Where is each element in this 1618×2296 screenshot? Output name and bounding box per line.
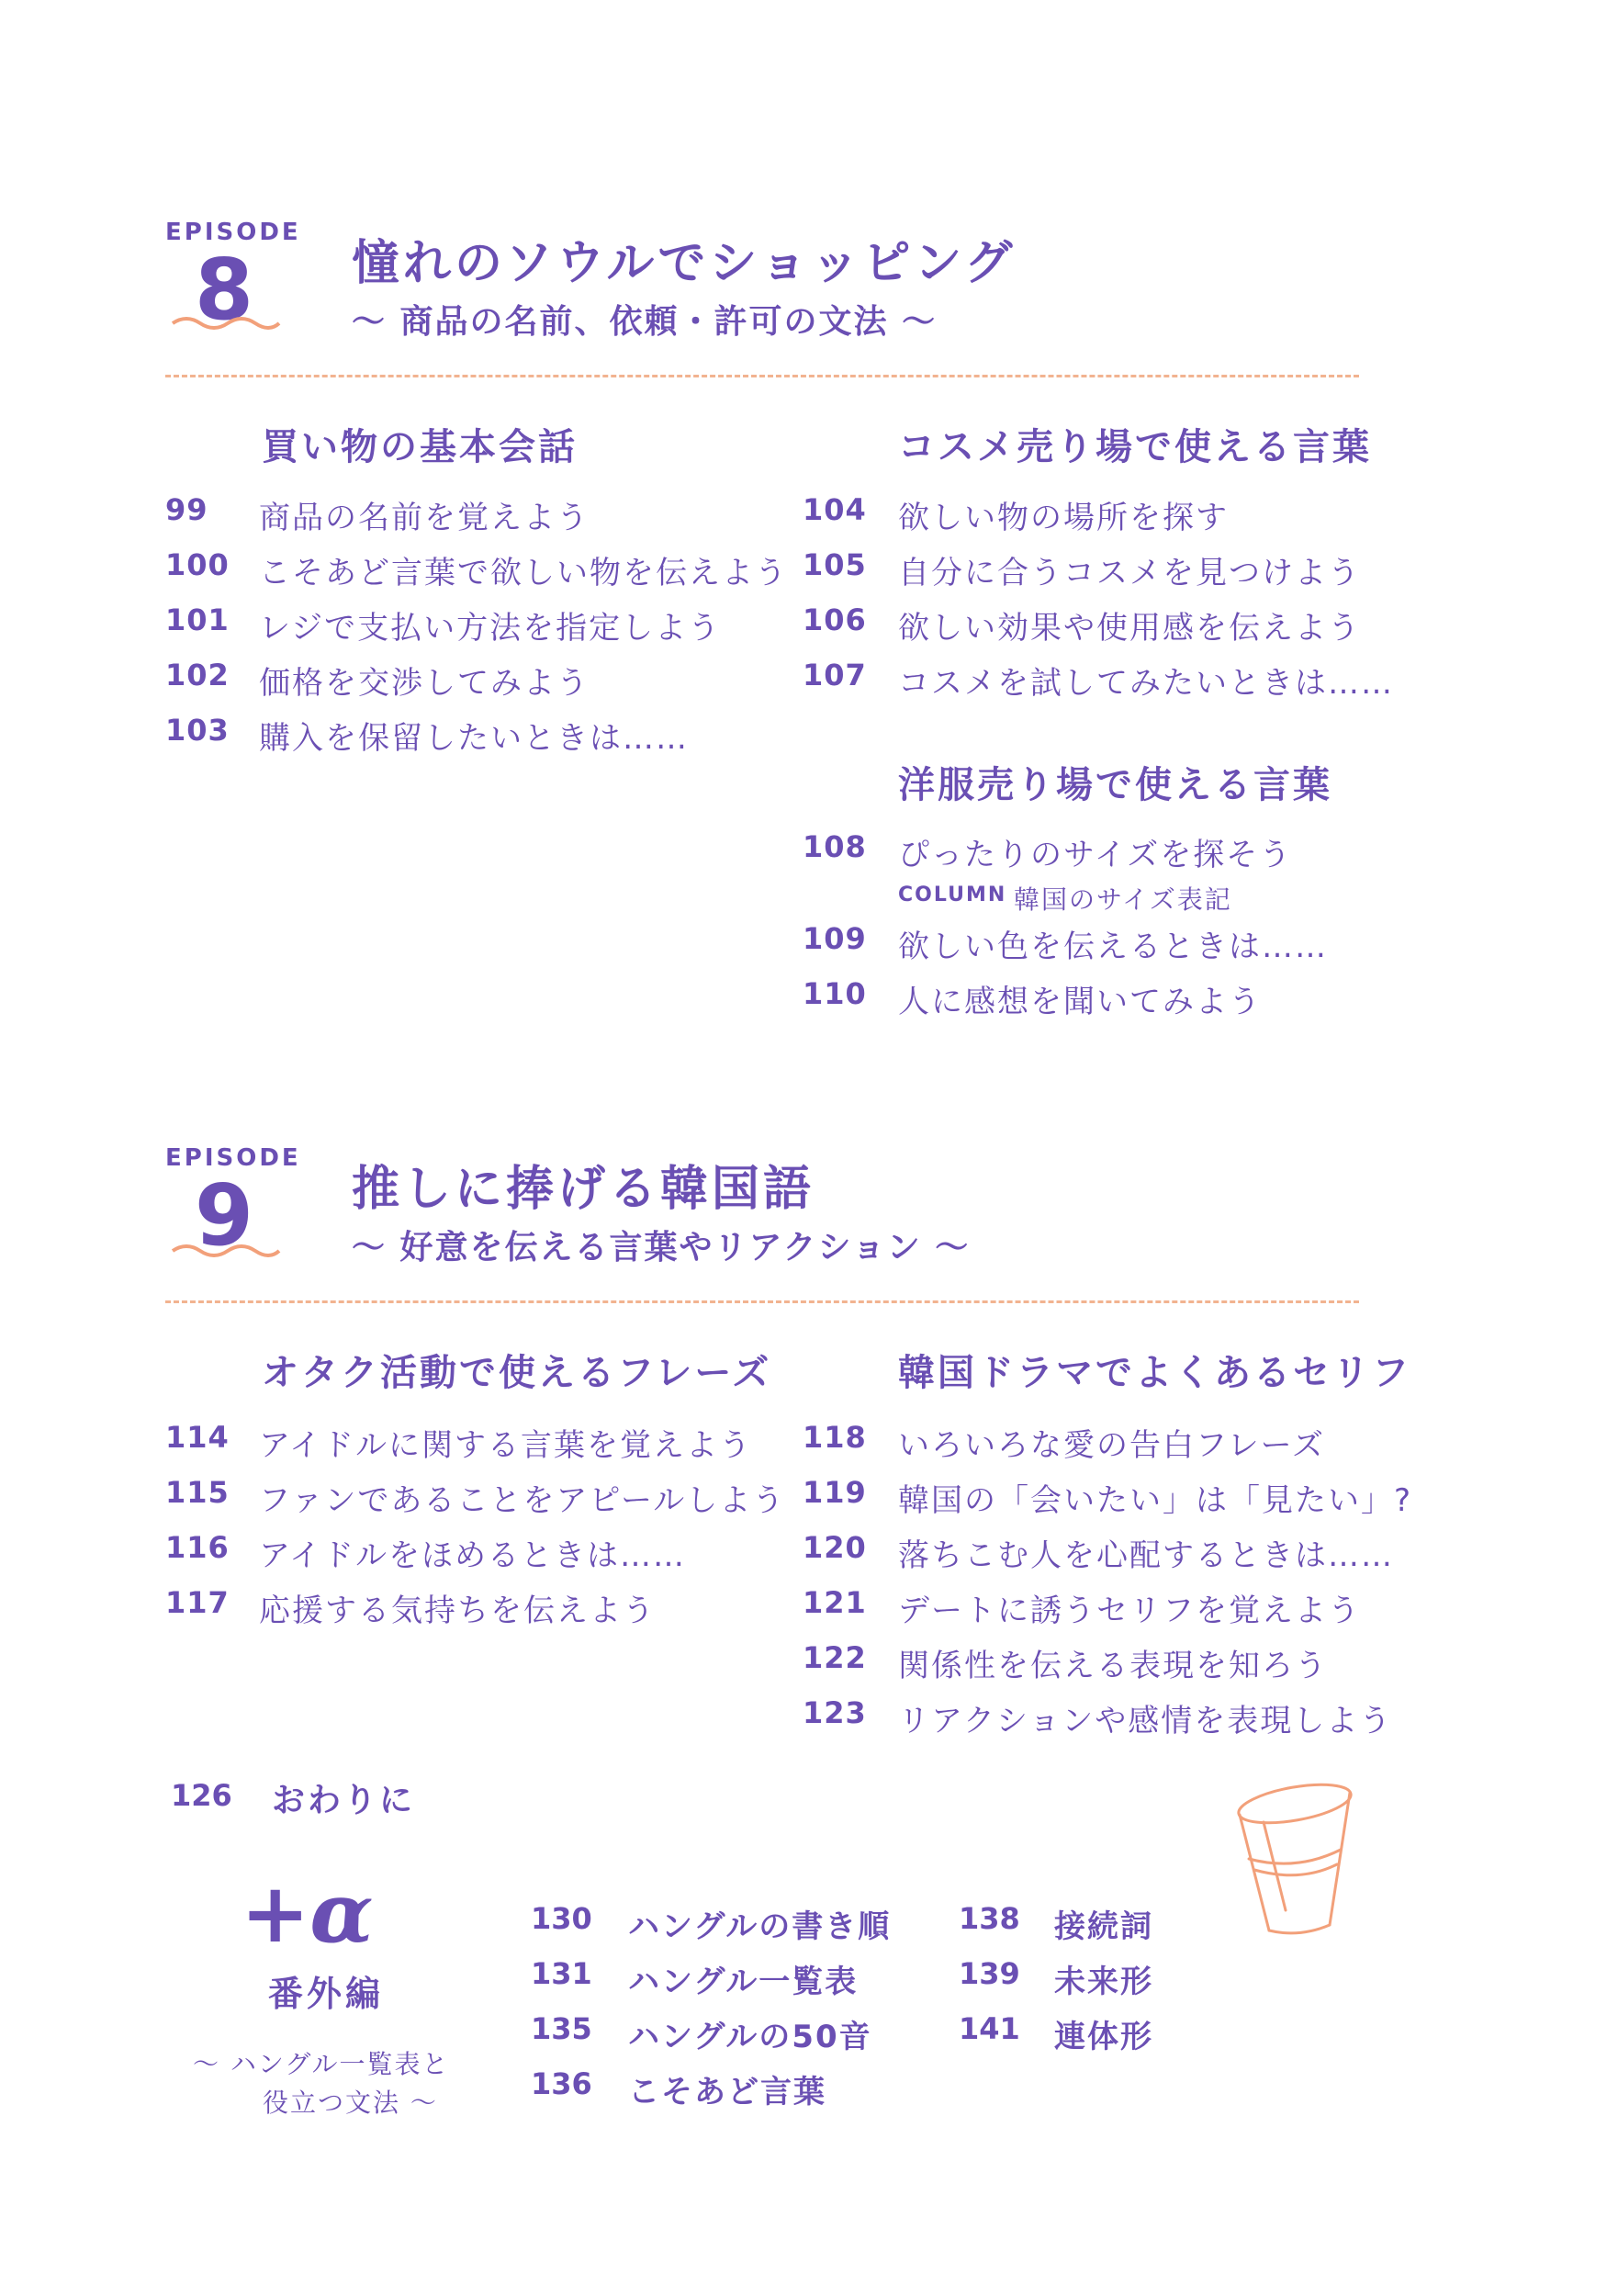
extra-subtitle-line1: 〜 ハングル一覧表と — [193, 2049, 450, 2079]
page-number: 130 — [531, 1901, 592, 1936]
toc-text: 人に感想を聞いてみよう — [898, 984, 1262, 1020]
wave-decoration-icon — [171, 1240, 281, 1262]
page-number: 118 — [803, 1420, 867, 1455]
page-number: 138 — [959, 1901, 1020, 1936]
extra-symbol: +α — [241, 1864, 374, 1962]
page-number: 117 — [165, 1585, 230, 1620]
toc-text: こそあど言葉で欲しい物を伝えよう — [259, 555, 788, 591]
toc-text: コスメを試してみたいときは…… — [898, 665, 1394, 702]
toc-row[interactable] — [165, 1420, 790, 1466]
page-number: 136 — [531, 2066, 592, 2101]
extra-title: 番外編 — [268, 1974, 385, 2014]
page-number: 114 — [165, 1420, 230, 1455]
toc-text: ハングルの50音 — [628, 2019, 872, 2055]
episode8-label: EPISODE — [165, 219, 301, 246]
toc-row[interactable] — [165, 602, 790, 648]
toc-text: レジで支払い方法を指定しよう — [259, 610, 722, 647]
toc-text: 欲しい物の場所を探す — [898, 500, 1229, 536]
toc-text: こそあど言葉 — [628, 2074, 826, 2110]
toc-row[interactable] — [959, 1956, 1234, 2002]
section-heading: 韓国ドラマでよくあるセリフ — [898, 1352, 1411, 1394]
toc-row[interactable] — [165, 713, 790, 759]
toc-text: 商品の名前を覚えよう — [259, 500, 590, 536]
page-number: 104 — [803, 492, 867, 527]
toc-text: 購入を保留したいときは…… — [259, 720, 689, 757]
episode9-label: EPISODE — [165, 1144, 301, 1172]
toc-text: 欲しい効果や使用感を伝えよう — [898, 610, 1361, 647]
toc-text: ぴったりのサイズを探そう — [898, 837, 1293, 873]
toc-row[interactable] — [959, 1901, 1234, 1947]
toc-row[interactable] — [803, 1420, 1500, 1466]
toc-row[interactable] — [165, 1530, 790, 1576]
page-number: 115 — [165, 1475, 230, 1510]
section-heading: オタク活動で使えるフレーズ — [262, 1352, 772, 1394]
episode9-number: 9 — [195, 1166, 254, 1265]
page-number: 116 — [165, 1530, 230, 1565]
page-number: 120 — [803, 1530, 867, 1565]
toc-row[interactable] — [803, 1640, 1500, 1686]
wave-decoration-icon — [171, 312, 281, 334]
toc-text: 落ちこむ人を心配するときは…… — [898, 1537, 1394, 1574]
toc-row[interactable] — [531, 1901, 916, 1947]
toc-text: 欲しい色を伝えるときは…… — [898, 929, 1328, 965]
toc-row[interactable] — [803, 976, 1427, 1022]
toc-row[interactable] — [803, 492, 1427, 538]
toc-text: ハングルの書き順 — [628, 1908, 892, 1945]
episode9-title: 推しに捧げる韓国語 — [352, 1162, 815, 1217]
page-number: 141 — [959, 2011, 1020, 2046]
extra-subtitle-line2: 役立つ文法 〜 — [263, 2088, 438, 2118]
toc-row[interactable] — [803, 658, 1427, 703]
toc-text: いろいろな愛の告白フレーズ — [898, 1427, 1325, 1464]
toc-row[interactable] — [959, 2011, 1234, 2057]
toc-row[interactable] — [165, 1585, 790, 1631]
toc-text: 接続詞 — [1054, 1908, 1153, 1945]
page-number: 110 — [803, 976, 867, 1011]
page-number: 102 — [165, 658, 230, 692]
page-number: 123 — [803, 1695, 867, 1730]
toc-row[interactable] — [803, 829, 1427, 875]
divider — [165, 375, 1359, 377]
toc-row[interactable] — [165, 492, 790, 538]
page-number: 103 — [165, 713, 230, 748]
toc-text: 自分に合うコスメを見つけよう — [898, 555, 1361, 591]
page-number: 106 — [803, 602, 867, 637]
toc-row[interactable] — [803, 1530, 1500, 1576]
toc-text: ファンであることをアピールしよう — [259, 1482, 786, 1519]
toc-text: 連体形 — [1054, 2019, 1153, 2055]
toc-row[interactable] — [803, 547, 1427, 593]
page-number: 108 — [803, 829, 867, 864]
toc-text: 関係性を伝える表現を知ろう — [898, 1648, 1328, 1684]
toc-row[interactable] — [803, 921, 1427, 967]
toc-text: アイドルに関する言葉を覚えよう — [259, 1427, 752, 1464]
toc-row[interactable] — [531, 2066, 916, 2112]
toc-text: リアクションや感情を表現しよう — [898, 1703, 1393, 1739]
page-number: 99 — [165, 492, 208, 527]
page-number: 126 — [171, 1778, 232, 1813]
section-heading: 洋服売り場で使える言葉 — [898, 764, 1332, 806]
toc-row[interactable] — [531, 1956, 916, 2002]
page-number: 101 — [165, 602, 230, 637]
episode9-subtitle: 〜 好意を伝える言葉やリアクション 〜 — [352, 1229, 971, 1266]
page-number: 139 — [959, 1956, 1020, 1991]
toc-row[interactable] — [165, 547, 790, 593]
page-number: 105 — [803, 547, 867, 582]
toc-text: 韓国の「会いたい」は「見たい」? — [898, 1482, 1413, 1519]
page-number: 121 — [803, 1585, 867, 1620]
toc-text: 応援する気持ちを伝えよう — [259, 1593, 656, 1629]
toc-row[interactable] — [165, 658, 790, 703]
closing-title: おわりに — [272, 1782, 416, 1819]
page-number: 135 — [531, 2011, 592, 2046]
page-number: 131 — [531, 1956, 592, 1991]
page-number: 122 — [803, 1640, 867, 1675]
divider — [165, 1300, 1359, 1303]
toc-row[interactable] — [803, 602, 1427, 648]
section-heading: コスメ売り場で使える言葉 — [898, 426, 1372, 468]
column-text[interactable]: 韓国のサイズ表記 — [1014, 884, 1232, 915]
episode8-title: 憧れのソウルでショッピング — [352, 236, 1017, 291]
toc-row[interactable] — [803, 1475, 1500, 1521]
toc-text: 価格を交渉してみよう — [259, 665, 590, 702]
toc-row[interactable] — [803, 1585, 1500, 1631]
toc-text: アイドルをほめるときは…… — [259, 1537, 686, 1574]
page-number: 100 — [165, 547, 230, 582]
cup-icon — [1212, 1773, 1377, 1947]
toc-row[interactable] — [531, 2011, 916, 2057]
episode8-subtitle: 〜 商品の名前、依頼・許可の文法 〜 — [352, 303, 938, 341]
page-number: 119 — [803, 1475, 867, 1510]
toc-text: ハングル一覧表 — [628, 1964, 859, 2000]
page-number: 107 — [803, 658, 867, 692]
toc-row[interactable] — [165, 1475, 790, 1521]
toc-text: 未来形 — [1054, 1964, 1153, 2000]
column-tag: COLUMN — [898, 884, 1007, 906]
episode8-number: 8 — [195, 241, 254, 339]
toc-row[interactable] — [803, 1695, 1500, 1741]
section-heading: 買い物の基本会話 — [262, 426, 578, 468]
page-number: 109 — [803, 921, 867, 956]
toc-text: デートに誘うセリフを覚えよう — [898, 1593, 1361, 1629]
